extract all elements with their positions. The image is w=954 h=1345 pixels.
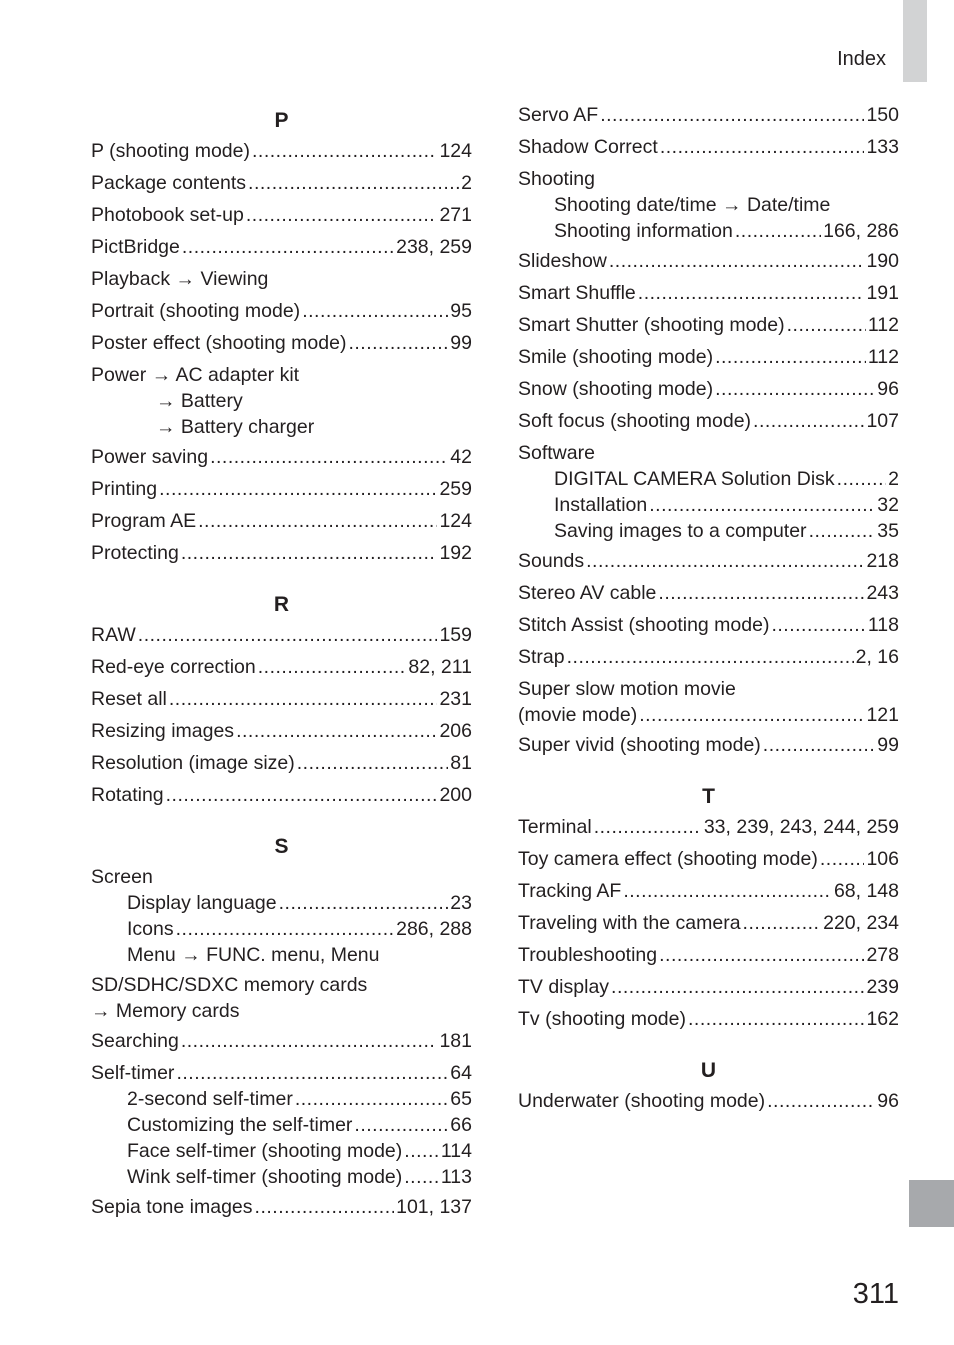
index-entry: [518, 280, 899, 306]
index-entry: [518, 974, 899, 1000]
leader-dots: [302, 298, 448, 324]
index-entry: [91, 1194, 472, 1220]
index-subentry: [518, 218, 899, 244]
entry-pages: 150: [866, 104, 899, 126]
entry-term: Reset all: [91, 688, 167, 710]
leader-dots: [236, 718, 437, 744]
leader-dots: [837, 466, 886, 492]
index-entry: [518, 910, 899, 936]
index-entry: [91, 476, 472, 502]
entry-pages: 259: [439, 478, 472, 500]
index-entry: [91, 622, 472, 648]
entry-term: Servo AF: [518, 104, 599, 126]
entry-pages: 32: [877, 494, 899, 516]
leader-dots: [198, 508, 437, 534]
index-entry: [518, 344, 899, 370]
index-subentry: [91, 1086, 472, 1112]
index-entry: [518, 408, 899, 434]
entry-pages: 190: [866, 250, 899, 272]
entry-pages: 286, 288: [396, 918, 472, 940]
entry-term: Searching: [91, 1030, 179, 1052]
index-entry: [91, 540, 472, 566]
entry-pages: 81: [450, 752, 472, 774]
index-entry-group: [91, 362, 472, 440]
index-entry-group: [91, 864, 472, 968]
entry-term: RAW: [91, 624, 136, 646]
leader-dots: [567, 644, 854, 670]
section-spacer: [518, 1038, 899, 1054]
leader-dots: [258, 654, 407, 680]
leader-dots: [181, 1028, 438, 1054]
entry-pages: 238, 259: [396, 236, 472, 258]
section-thumb-tab: [909, 1180, 954, 1227]
leader-dots: [404, 1164, 439, 1190]
entry-term: Snow (shooting mode): [518, 378, 714, 400]
section-letter-p: P: [274, 109, 289, 132]
index-entry: [518, 134, 899, 160]
leader-dots: [688, 1006, 864, 1032]
index-entry: [518, 846, 899, 872]
index-entry-see: Playback → Viewing: [91, 268, 269, 290]
index-subentry-see: → Battery: [156, 390, 243, 412]
leader-dots: [252, 138, 437, 164]
entry-pages: 96: [877, 378, 899, 400]
index-subentry-see: Shooting date/time → Date/time: [554, 194, 831, 216]
index-column-right: [518, 102, 899, 1120]
entry-term: Face self-timer (shooting mode): [127, 1140, 403, 1162]
leader-dots: [159, 476, 437, 502]
index-entry: [91, 330, 472, 356]
index-entry: [518, 102, 899, 128]
entry-pages: 124: [439, 510, 472, 532]
entry-pages: 239: [866, 976, 899, 998]
entry-term: Customizing the self-timer: [127, 1114, 353, 1136]
index-entry: [91, 170, 472, 196]
index-entry-see: Power → AC adapter kit: [91, 364, 300, 386]
entry-term: Red-eye correction: [91, 656, 256, 678]
leader-dots: [659, 942, 864, 968]
entry-term: Toy camera effect (shooting mode): [518, 848, 818, 870]
leader-dots: [753, 408, 864, 434]
entry-pages: 107: [866, 410, 899, 432]
entry-pages: 166, 286: [823, 220, 899, 242]
index-column-left: [91, 104, 472, 1226]
leader-dots: [600, 102, 864, 128]
index-subentry: [518, 466, 899, 492]
entry-term: Poster effect (shooting mode): [91, 332, 347, 354]
leader-dots: [809, 518, 876, 544]
index-entry: [91, 202, 472, 228]
entry-term: (movie mode): [518, 704, 638, 726]
entry-term: Shooting information: [554, 220, 733, 242]
index-entry: [518, 580, 899, 606]
entry-term: Super vivid (shooting mode): [518, 734, 761, 756]
index-entry: [518, 376, 899, 402]
entry-term: Resolution (image size): [91, 752, 295, 774]
index-entry: [91, 298, 472, 324]
entry-pages: 181: [439, 1030, 472, 1052]
leader-dots: [660, 134, 865, 160]
entry-term: Protecting: [91, 542, 179, 564]
leader-dots: [348, 330, 448, 356]
leader-dots: [181, 540, 438, 566]
index-entry: [91, 750, 472, 776]
entry-term: SD/SDHC/SDXC memory cards: [91, 974, 368, 996]
leader-dots: [649, 492, 875, 518]
entry-term: Icons: [127, 918, 174, 940]
index-entry: [91, 508, 472, 534]
entry-term: Sounds: [518, 550, 585, 572]
entry-term: Program AE: [91, 510, 197, 532]
leader-dots: [715, 344, 866, 370]
entry-pages: 271: [439, 204, 472, 226]
leader-dots: [611, 974, 864, 1000]
entry-term: Underwater (shooting mode): [518, 1090, 766, 1112]
entry-term: Slideshow: [518, 250, 607, 272]
entry-term: Smart Shuffle: [518, 282, 636, 304]
index-entry: [518, 644, 899, 670]
leader-dots: [594, 814, 702, 840]
entry-term: Printing: [91, 478, 158, 500]
header-label: Index: [837, 48, 886, 70]
entry-term: TV display: [518, 976, 610, 998]
leader-dots: [176, 1060, 448, 1086]
entry-pages: 206: [439, 720, 472, 742]
entry-pages: 192: [439, 542, 472, 564]
index-entry: [91, 1060, 472, 1086]
entry-term: 2-second self-timer: [127, 1088, 293, 1110]
entry-pages: 64: [450, 1062, 472, 1084]
entry-pages: 124: [439, 140, 472, 162]
entry-term: Saving images to a computer: [554, 520, 807, 542]
leader-dots: [354, 1112, 448, 1138]
entry-term: DIGITAL CAMERA Solution Disk: [554, 468, 835, 490]
index-entry-group: [518, 676, 899, 728]
entry-term: Portrait (shooting mode): [91, 300, 301, 322]
page-number: 311: [852, 1278, 899, 1310]
entry-term: P (shooting mode): [91, 140, 250, 162]
entry-pages: 278: [866, 944, 899, 966]
index-entry: [518, 1088, 899, 1114]
entry-pages: 113: [440, 1166, 472, 1188]
entry-pages: 2, 16: [855, 646, 899, 668]
leader-dots: [279, 890, 449, 916]
leader-dots: [767, 1088, 875, 1114]
entry-pages: 66: [450, 1114, 472, 1136]
index-entry: [91, 782, 472, 808]
entry-term: Strap: [518, 646, 565, 668]
index-entry: [518, 1006, 899, 1032]
entry-term: Installation: [554, 494, 648, 516]
entry-term: Wink self-timer (shooting mode): [127, 1166, 403, 1188]
entry-term: Troubleshooting: [518, 944, 658, 966]
index-subentry-see: → Memory cards: [91, 1000, 240, 1022]
entry-pages: 68, 148: [833, 880, 899, 902]
entry-term: Rotating: [91, 784, 164, 806]
entry-term: Software: [518, 442, 595, 464]
leader-dots: [638, 280, 865, 306]
leader-dots: [820, 846, 865, 872]
leader-dots: [297, 750, 449, 776]
index-subentry-see: Menu → FUNC. menu, Menu: [127, 944, 380, 966]
leader-dots: [763, 732, 876, 758]
entry-pages: 200: [439, 784, 472, 806]
leader-dots: [623, 878, 832, 904]
index-entry-group: [91, 972, 472, 1024]
entry-term: Self-timer: [91, 1062, 175, 1084]
section-spacer: [91, 572, 472, 588]
index-subentry-see: → Battery charger: [156, 416, 315, 438]
index-entry: [91, 654, 472, 680]
index-entry: [91, 234, 472, 260]
entry-term: PictBridge: [91, 236, 180, 258]
entry-pages: 96: [877, 1090, 899, 1112]
leader-dots: [176, 916, 394, 942]
section-letter-r: R: [273, 593, 290, 616]
index-entry-group: [518, 440, 899, 544]
leader-dots: [658, 580, 864, 606]
leader-dots: [787, 312, 866, 338]
entry-term: Tracking AF: [518, 880, 622, 902]
index-entry: [91, 718, 472, 744]
section-spacer: [518, 764, 899, 780]
leader-dots: [255, 1194, 395, 1220]
index-entry-group: [518, 166, 899, 244]
entry-term: Terminal: [518, 816, 592, 838]
entry-pages: 114: [440, 1140, 472, 1162]
entry-pages: 99: [877, 734, 899, 756]
index-entry: [518, 878, 899, 904]
leader-dots: [609, 248, 865, 274]
index-subentry: [91, 890, 472, 916]
entry-term: Screen: [91, 866, 153, 888]
index-subentry: [91, 916, 472, 942]
leader-dots: [771, 612, 865, 638]
entry-pages: 2: [461, 172, 472, 194]
section-letter-t: T: [702, 785, 715, 808]
index-entry: [518, 702, 899, 728]
entry-pages: 159: [439, 624, 472, 646]
entry-pages: 42: [450, 446, 472, 468]
leader-dots: [248, 170, 459, 196]
leader-dots: [404, 1138, 439, 1164]
entry-term: Photobook set-up: [91, 204, 244, 226]
entry-term: Traveling with the camera: [518, 912, 741, 934]
entry-term: Stereo AV cable: [518, 582, 657, 604]
entry-term: Smart Shutter (shooting mode): [518, 314, 785, 336]
entry-pages: 118: [867, 614, 899, 636]
index-entry: [518, 814, 899, 840]
leader-dots: [295, 1086, 448, 1112]
index-entry: [518, 732, 899, 758]
entry-pages: 112: [867, 346, 899, 368]
entry-term: Display language: [127, 892, 277, 914]
section-spacer: [91, 814, 472, 830]
entry-term: Soft focus (shooting mode): [518, 410, 752, 432]
entry-pages: 121: [866, 704, 899, 726]
entry-pages: 101, 137: [396, 1196, 472, 1218]
entry-term: Smile (shooting mode): [518, 346, 714, 368]
entry-pages: 133: [866, 136, 899, 158]
entry-pages: 112: [867, 314, 899, 336]
entry-term: Power saving: [91, 446, 209, 468]
leader-dots: [715, 376, 875, 402]
entry-pages: 95: [450, 300, 472, 322]
index-entry-group: [91, 1060, 472, 1190]
leader-dots: [246, 202, 438, 228]
entry-term: Resizing images: [91, 720, 235, 742]
index-subentry: [518, 492, 899, 518]
index-entry: [91, 1028, 472, 1054]
entry-pages: 33, 239, 243, 244, 259: [703, 816, 899, 838]
entry-pages: 82, 211: [408, 656, 472, 678]
index-subentry: [91, 1112, 472, 1138]
section-letter-s: S: [274, 835, 289, 858]
entry-term: Shooting: [518, 168, 595, 190]
leader-dots: [138, 622, 438, 648]
index-entry: [518, 942, 899, 968]
index-subentry: [518, 518, 899, 544]
entry-term: Sepia tone images: [91, 1196, 253, 1218]
entry-pages: 243: [866, 582, 899, 604]
entry-pages: 191: [866, 282, 899, 304]
entry-pages: 218: [866, 550, 899, 572]
entry-pages: 65: [450, 1088, 472, 1110]
index-entry: [518, 548, 899, 574]
leader-dots: [182, 234, 394, 260]
entry-pages: 35: [877, 520, 899, 542]
entry-pages: 99: [450, 332, 472, 354]
entry-pages: 23: [450, 892, 472, 914]
section-letter-u: U: [700, 1059, 717, 1082]
index-subentry: [91, 1164, 472, 1190]
index-entry: [518, 248, 899, 274]
entry-term: Stitch Assist (shooting mode): [518, 614, 770, 636]
leader-dots: [210, 444, 448, 470]
index-entry: [518, 312, 899, 338]
entry-term: Shadow Correct: [518, 136, 658, 158]
entry-term: Package contents: [91, 172, 247, 194]
index-entry: [91, 686, 472, 712]
index-entry: [91, 444, 472, 470]
leader-dots: [743, 910, 822, 936]
index-entry: [518, 612, 899, 638]
header-tab-decoration: [903, 0, 927, 82]
leader-dots: [735, 218, 821, 244]
index-subentry: [91, 1138, 472, 1164]
entry-term: Super slow motion movie: [518, 678, 736, 700]
leader-dots: [639, 702, 864, 728]
entry-pages: 162: [866, 1008, 899, 1030]
entry-pages: 220, 234: [823, 912, 899, 934]
index-entry: [91, 138, 472, 164]
entry-pages: 106: [866, 848, 899, 870]
leader-dots: [166, 782, 438, 808]
leader-dots: [586, 548, 864, 574]
entry-term: Tv (shooting mode): [518, 1008, 686, 1030]
leader-dots: [169, 686, 438, 712]
entry-pages: 231: [439, 688, 472, 710]
entry-pages: 2: [888, 468, 899, 490]
